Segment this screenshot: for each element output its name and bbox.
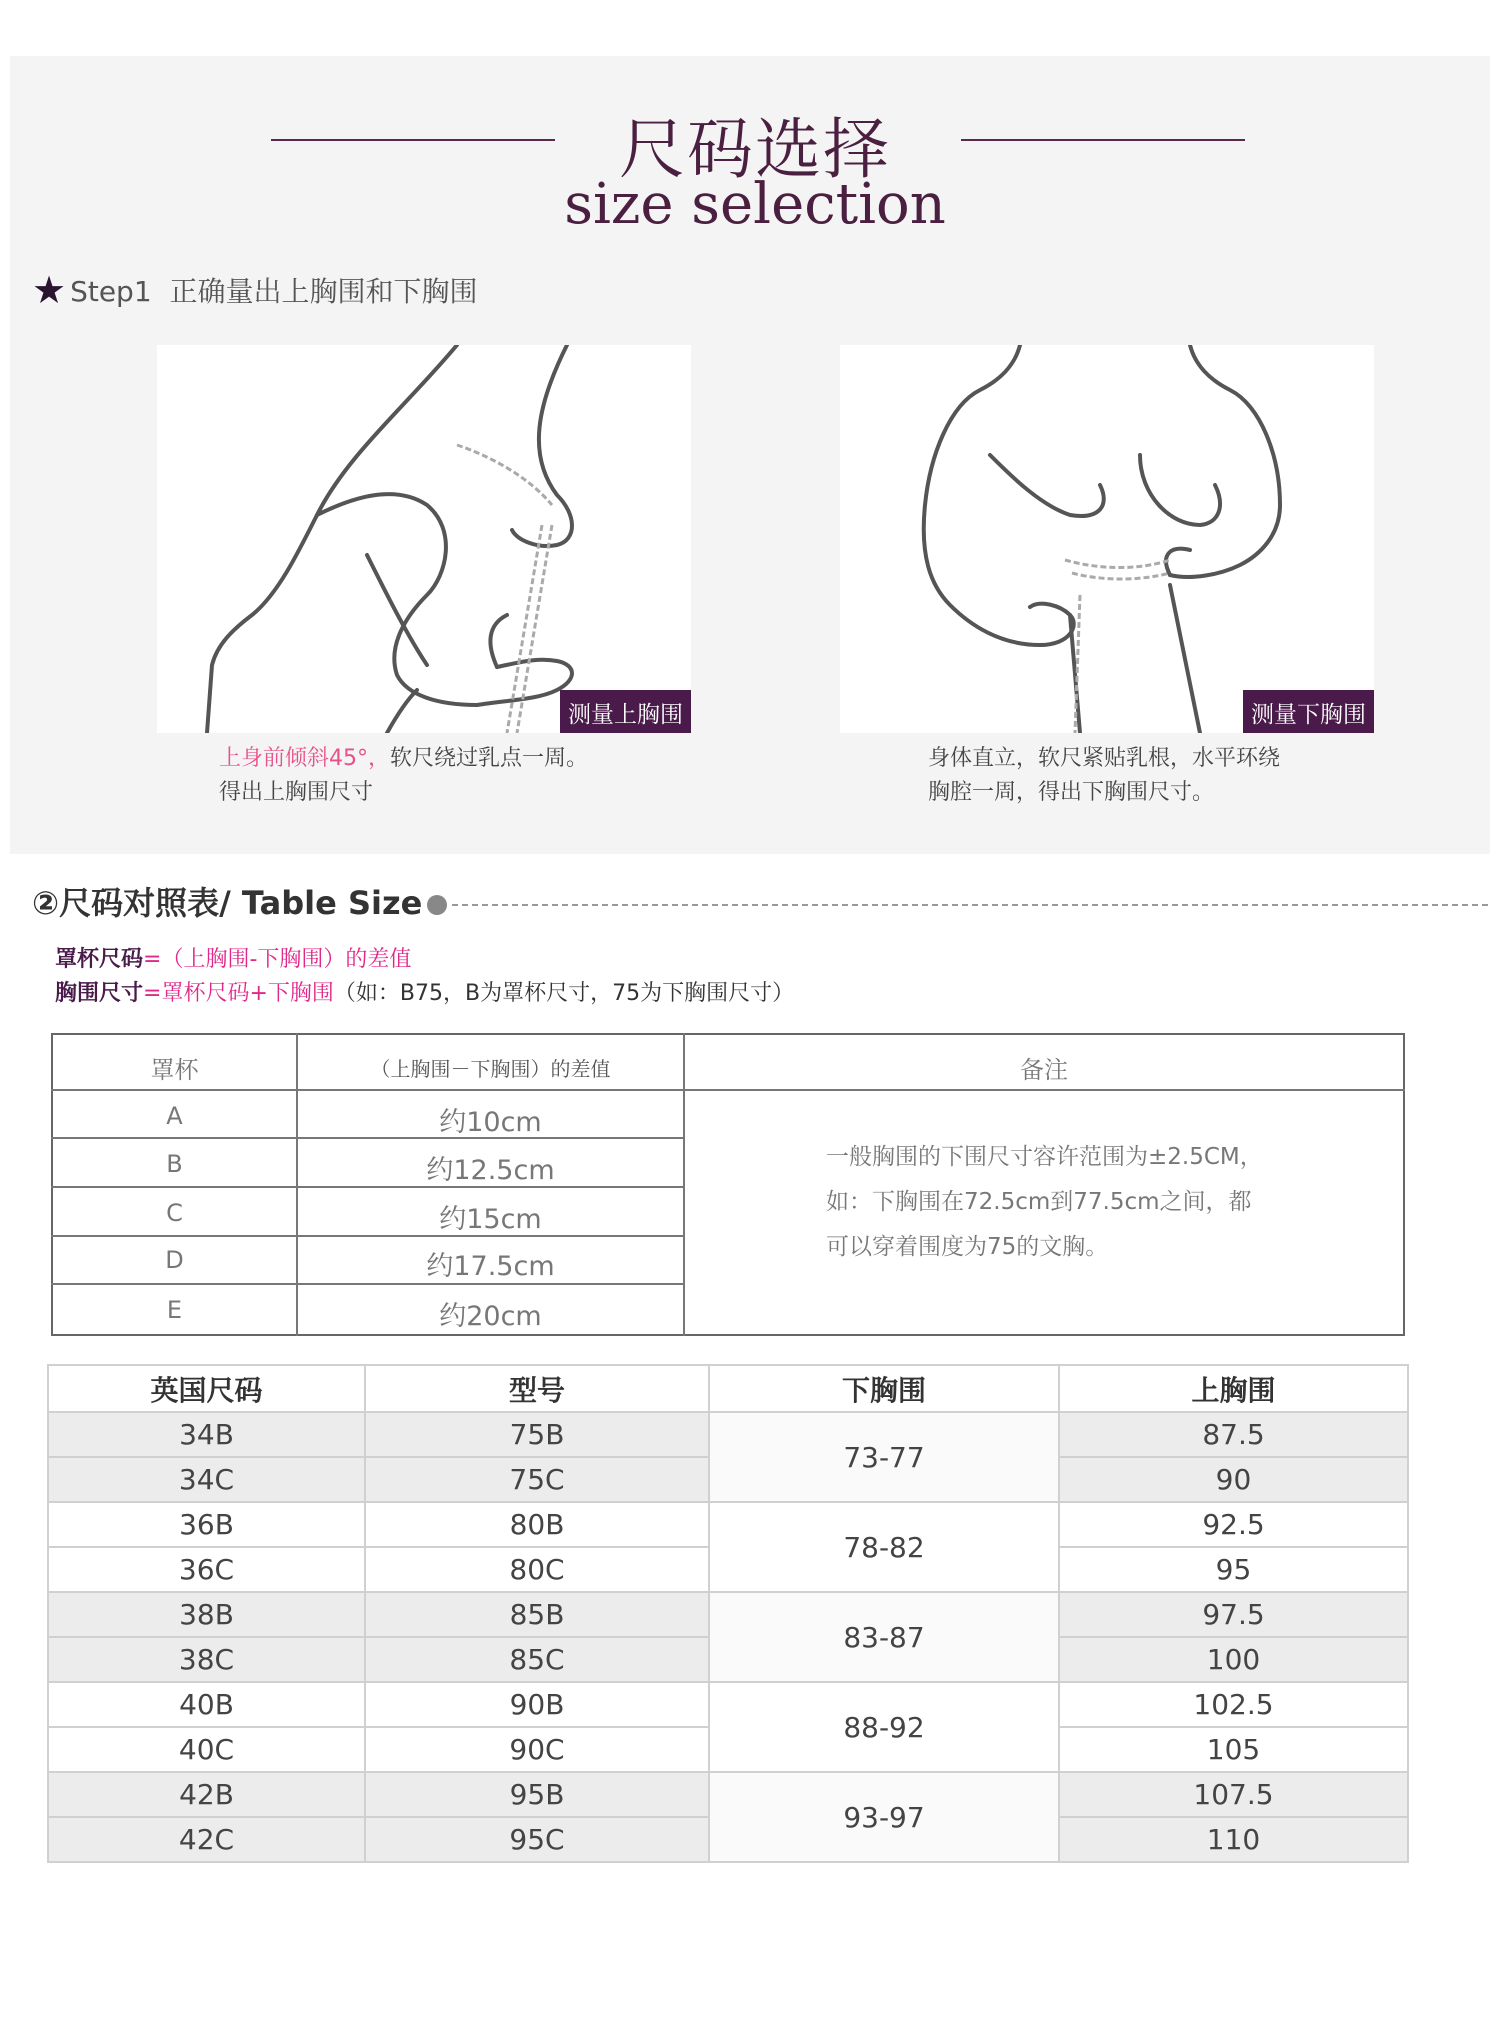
table-cell-under: 83-87 [709,1592,1059,1682]
caption-line: 软尺绕过乳点一周。 [390,746,589,771]
table-header: 备注 [1020,1056,1068,1084]
section-divider [452,904,1488,906]
table-cell-uk: 38C [48,1637,365,1682]
table-cell-under: 88-92 [709,1682,1059,1772]
table-cell-model: 85C [365,1637,709,1682]
table-cell-uk: 34B [48,1412,365,1457]
table-cell-uk: 42B [48,1772,365,1817]
table-cell-uk: 38B [48,1592,365,1637]
caption-line: 得出上胸围尺寸 [219,780,374,805]
table-cell-uk: 36B [48,1502,365,1547]
table-cell-model: 75B [365,1412,709,1457]
table-header: 型号 [365,1365,709,1412]
table-cell-upper: 110 [1059,1817,1408,1862]
table-cell-model: 90B [365,1682,709,1727]
table-cell-diff: 约20cm [439,1301,542,1332]
star-icon: ★ [32,268,67,312]
table-cell-uk: 36C [48,1547,365,1592]
figure-under-bust [840,345,1374,733]
table-cell-cup: E [166,1296,183,1324]
table-header-row [48,1365,1408,1412]
table-row [48,1592,1408,1637]
table-cell-upper: 95 [1059,1547,1408,1592]
table-divider [51,1283,683,1285]
table-cell-model: 85B [365,1592,709,1637]
size-conversion-table [47,1364,1409,1863]
table-header: 下胸围 [709,1365,1059,1412]
note-line: 如：下胸围在72.5cm到77.5cm之间，都 [826,1189,1252,1215]
table-cell-under: 78-82 [709,1502,1059,1592]
table-cell-upper: 90 [1059,1457,1408,1502]
table-cell-model: 95B [365,1772,709,1817]
table-cell-upper: 87.5 [1059,1412,1408,1457]
figure-caption-upper [219,742,588,810]
table-header: （上胸围－下胸围）的差值 [370,1057,611,1081]
figure-caption-under [928,742,1280,810]
table-cell-upper: 100 [1059,1637,1408,1682]
table-cell-diff: 约15cm [439,1204,542,1235]
table-cell-cup: C [166,1199,183,1227]
table-row [48,1502,1408,1547]
formula-term: 胸围尺寸 [55,981,144,1006]
table-cell-upper: 97.5 [1059,1592,1408,1637]
table-cell-cup: D [165,1246,184,1274]
table-cell-model: 80C [365,1547,709,1592]
table-cell-model: 90C [365,1727,709,1772]
caption-line: 身体直立，软尺紧贴乳根，水平环绕 [928,746,1281,771]
upper-bust-illustration [157,345,691,733]
figure-upper-bust [157,345,691,733]
step1-heading [32,268,477,312]
formula-cup-size [55,942,411,973]
table-header: 罩杯 [150,1056,199,1084]
table-cell-diff: 约17.5cm [426,1251,555,1282]
table-row [48,1772,1408,1817]
table-cell-under: 73-77 [709,1412,1059,1502]
page-title: 尺码选择 [619,111,891,188]
table-cell-upper: 92.5 [1059,1502,1408,1547]
table-row [48,1682,1408,1727]
table-cell-uk: 42C [48,1817,365,1862]
bullet-dot-icon [427,895,447,915]
table-cell-cup: A [166,1102,183,1130]
section-title: ②尺码对照表/ Table Size [32,884,423,922]
caption-line: 胸腔一周，得出下胸围尺寸。 [928,780,1215,805]
formula-term: 罩杯尺码 [55,947,144,972]
step1-label: Step1 [70,275,152,308]
table-divider [51,1089,1405,1091]
figure-tag: 测量上胸围 [560,690,691,733]
table-cell-upper: 107.5 [1059,1772,1408,1817]
formula-example: （如：B75，B为罩杯尺寸，75为下胸围尺寸） [333,981,795,1006]
table-cell-uk: 40C [48,1727,365,1772]
table-header: 英国尺码 [48,1365,365,1412]
page-subtitle: size selection [564,172,946,237]
under-bust-illustration [840,345,1374,733]
step1-text: 正确量出上胸围和下胸围 [169,275,478,308]
table-cell-model: 80B [365,1502,709,1547]
note-line: 一般胸围的下围尺寸容许范围为±2.5CM， [826,1144,1263,1170]
table-header: 上胸围 [1059,1365,1408,1412]
caption-highlight: 上身前倾斜45°， [219,746,390,771]
table-cell-uk: 34C [48,1457,365,1502]
table-cell-under: 93-97 [709,1772,1059,1862]
table-cell-model: 75C [365,1457,709,1502]
table-cell-upper: 102.5 [1059,1682,1408,1727]
formula-definition: =（上胸围-下胸围）的差值 [143,947,412,972]
formula-definition: =罩杯尺码+下胸围 [143,981,334,1006]
figure-tag: 测量下胸围 [1243,690,1374,733]
formula-bust-size [55,976,794,1007]
table-row [48,1412,1408,1457]
table-cell-diff: 约12.5cm [426,1155,555,1186]
table-cell-model: 95C [365,1817,709,1862]
table-cell-diff: 约10cm [439,1107,542,1138]
note-line: 可以穿着围度为75的文胸。 [826,1234,1109,1260]
table-cell-cup: B [166,1150,183,1178]
table-cell-uk: 40B [48,1682,365,1727]
table-note [826,1135,1366,1270]
table-cell-upper: 105 [1059,1727,1408,1772]
